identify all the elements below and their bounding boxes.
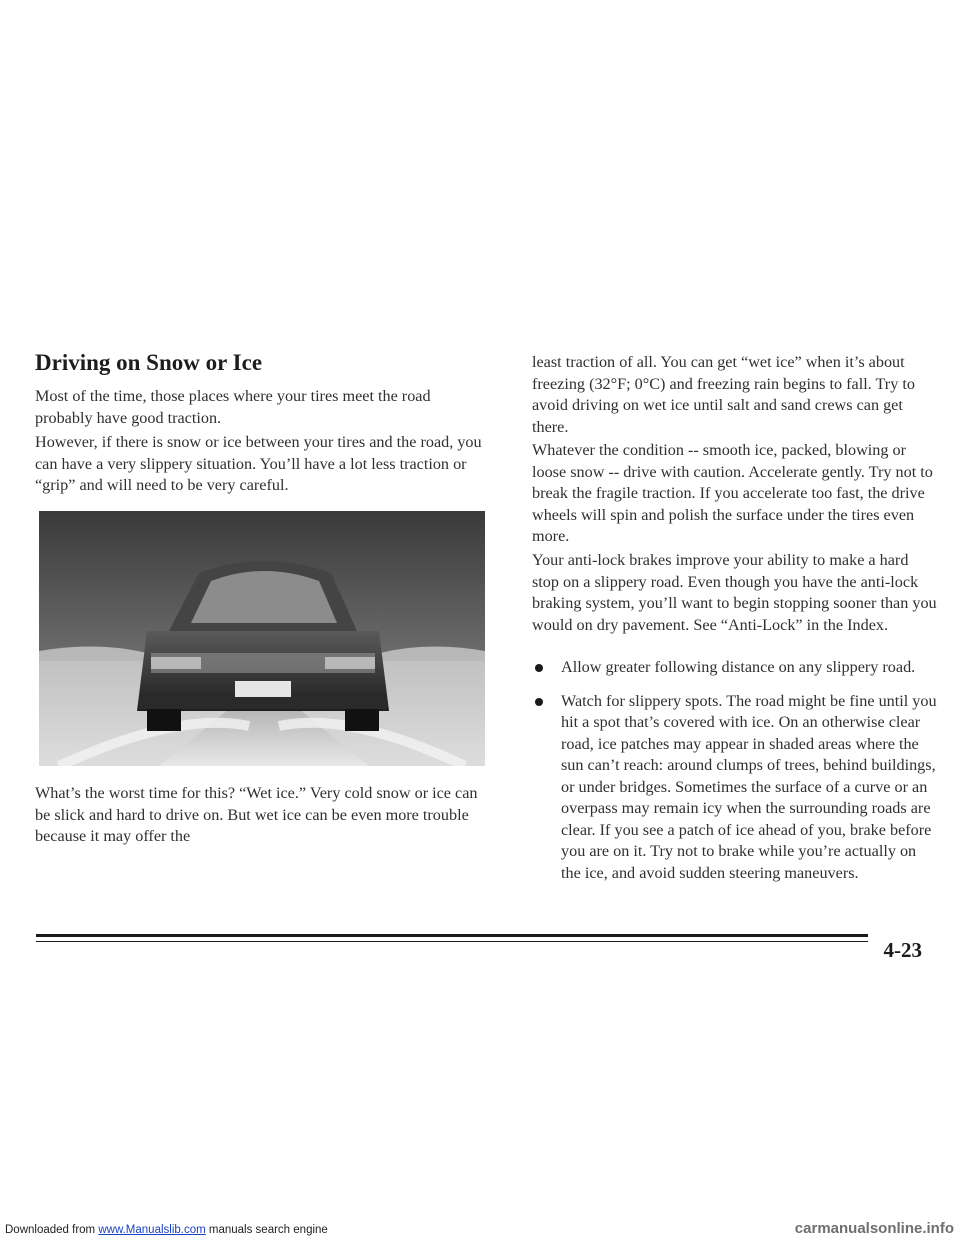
download-footer [5, 1224, 328, 1236]
bullet-icon [535, 664, 543, 672]
site-watermark: carmanualsonline.info [794, 1220, 954, 1237]
car-on-snowy-road-illustration [39, 511, 485, 766]
left-paragraph-2: However, if there is snow or ice between your tires and the road, you can have a very slippery situation. You’ll have a lot less traction or “grip” and will need to be very careful. [35, 433, 482, 494]
page-number: 4-23 [883, 938, 922, 962]
footer-rule-thick [36, 934, 868, 937]
right-paragraph-3: Your anti-lock brakes improve your ability to make a hard stop on a slippery road. Even though you have the anti-lock braking system, you’ll want to begin stopping sooner than you would on dry pavement. See “Anti-Lock” in the Index. [532, 551, 937, 634]
left-paragraph-1: Most of the time, those places where your tires meet the road probably have good traction. [35, 387, 431, 427]
manualslib-link[interactable]: www.Manualslib.com [98, 1224, 206, 1236]
right-paragraph-2: Whatever the condition -- smooth ice, packed, blowing or loose snow -- drive with caution. Accelerate gently. Try not to break the fragile traction. If you accelerate too fast, the drive wheels will spin and polish the surface under the tires even more. [532, 441, 933, 545]
section-title: Driving on Snow or Ice [35, 350, 263, 375]
footer-prefix: Downloaded from [5, 1224, 99, 1236]
tip-item-1 [532, 657, 937, 679]
footer-suffix: manuals search engine [205, 1224, 328, 1236]
tip-text-1: Allow greater following distance on any slippery road. [561, 658, 916, 676]
tips-list [532, 657, 937, 884]
right-paragraph-1: least traction of all. You can get “wet ice” when it’s about freezing (32°F; 0°C) and freezing rain begins to fall. Try to avoid driving on wet ice until salt and sand crews can get there. [532, 353, 915, 436]
tip-item-2 [532, 691, 937, 885]
left-paragraph-3: What’s the worst time for this? “Wet ice.” Very cold snow or ice can be slick and hard to drive on. But wet ice can be even more trouble because it may offer the [35, 784, 478, 845]
tip-text-2: Watch for slippery spots. The road might be fine until you hit a spot that’s covered with ice. On an otherwise clear road, ice patches may appear in shaded areas where the sun can’t reach: around clumps of trees, behind buildings, or under bridges. Sometimes the surface of a curve or an overpass may remain icy when the surrounding roads are clear. If you see a patch of ice ahead of you, brake before you are on it. Try not to brake while you’re actually on the ice, and avoid sudden steering maneuvers. [561, 691, 937, 882]
footer-rule-thin [36, 941, 868, 942]
bullet-icon [535, 698, 543, 706]
